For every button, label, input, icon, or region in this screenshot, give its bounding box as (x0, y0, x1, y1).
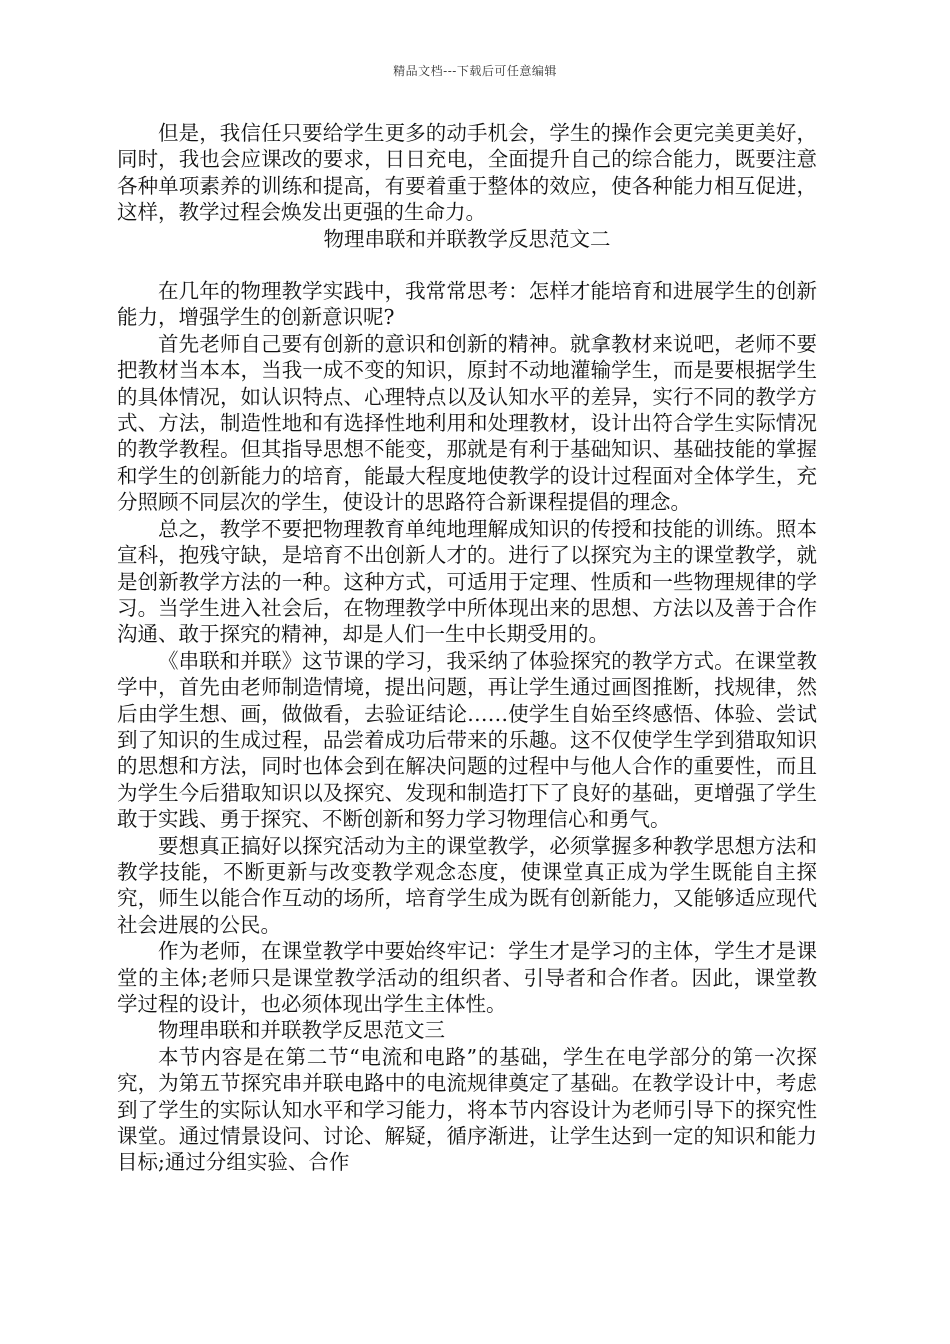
paragraph-intro: 在几年的物理教学实践中，我常常思考：怎样才能培育和进展学生的创新能力，增强学生的创新意识呢? (117, 279, 817, 330)
paragraph-conclusion: 但是，我信任只要给学生更多的动手机会，学生的操作会更完美更美好，同时，我也会应课改的要求，日日充电，全面提升自己的综合能力，既要注意各种单项素养的训练和提高，有要着重于整体的效应，使各种能力相互促进，这样，教学过程会焕发出更强的生命力。 (117, 121, 817, 225)
paragraph-summary: 总之，教学不要把物理教育单纯地理解成知识的传授和技能的训练。照本宣科，抱残守缺，是培育不出创新人才的。进行了以探究为主的课堂教学，就是创新教学方法的一种。这种方式，可适用于定理、性质和一些物理规律的学习。当学生进入社会后，在物理教学中所体现出来的思想、方法以及善于合作沟通、敢于探究的精神，却是人们一生中长期受用的。 (117, 516, 817, 647)
document-body (117, 120, 817, 1176)
paragraph-teacher-innovation: 首先老师自己要有创新的意识和创新的精神。就拿教材来说吧，老师不要把教材当本本，当我一成不变的知识，原封不动地灌输学生，而是要根据学生的具体情况，如认识特点、心理特点以及认知水平的差异，实行不同的教学方式、方法，制造性地和有选择性地利用和处理教材，设计出符合学生实际情况的教学教程。但其指导思想不能变，那就是有利于基础知识、基础技能的掌握和学生的创新能力的培育，能最大程度地使教学的设计过程面对全体学生，充分照顾不同层次的学生，使设计的思路符合新课程提倡的理念。 (117, 331, 817, 515)
paragraph-lesson: 《串联和并联》这节课的学习，我采纳了体验探究的教学方式。在课堂教学中，首先由老师制造情境，提出问题，再让学生通过画图推断，找规律，然后由学生想、画，做做看，去验证结论……使学生自始至终感悟、体验、尝试到了知识的生成过程，品尝着成功后带来的乐趣。这不仅使学生学到猎取知识的思想和方法，同时也体会到在解决问题的过程中与他人合作的重要性，而且为学生今后猎取知识以及探究、发现和制造打下了良好的基础，更增强了学生敢于实践、勇于探究、不断创新和努力学习物理信心和勇气。 (117, 648, 817, 832)
section-title-2: 物理串联和并联教学反思范文二 (323, 226, 611, 251)
paragraph-inquiry: 要想真正搞好以探究活动为主的课堂教学，必须掌握多种教学思想方法和教学技能，不断更新与改变教学观念态度，使课堂真正成为学生既能自主探究，师生以能合作互动的场所，培育学生成为既有创新能力，又能够适应现代社会进展的公民。 (117, 833, 817, 937)
section-title-3: 物理串联和并联教学反思范文三 (158, 1018, 445, 1043)
page-header: 精品文档---下载后可任意编辑 (393, 64, 557, 78)
paragraph-student-subject: 作为老师，在课堂教学中要始终牢记：学生才是学习的主体，学生才是课堂的主体;老师只是课堂教学活动的组织者、引导者和合作者。因此，课堂教学过程的设计，也必须体现出学生主体性。 (117, 939, 817, 1016)
paragraph-section-three: 本节内容是在第二节“电流和电路”的基础，学生在电学部分的第一次探究，为第五节探究串并联电路中的电流规律奠定了基础。在教学设计中，考虑到了学生的实际认知水平和学习能力，将本节内容设计为老师引导下的探究性课堂。通过情景设问、讨论、解疑，循序渐进，让学生达到一定的知识和能力目标;通过分组实验、合作 (117, 1044, 817, 1175)
